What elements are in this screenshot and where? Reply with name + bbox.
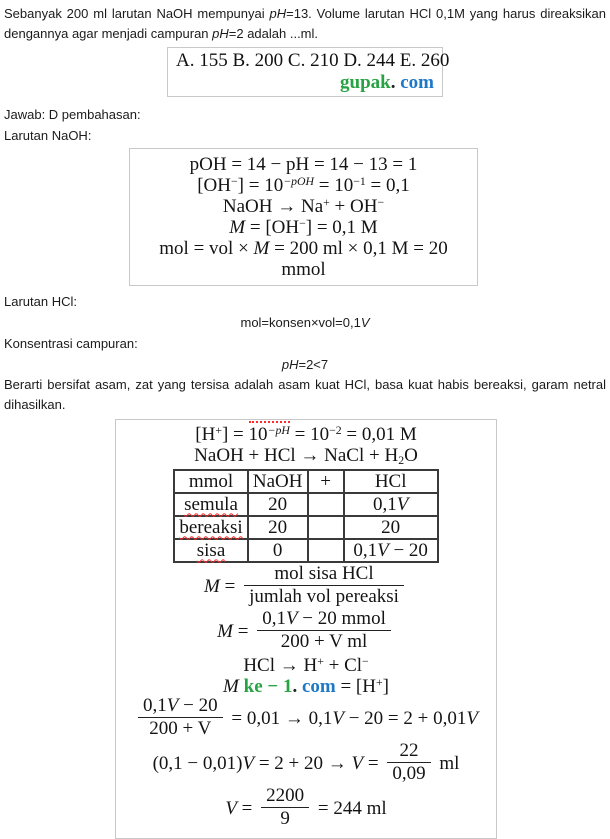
table-row-semula bbox=[174, 493, 437, 516]
equation-molarity: M = [OH−] = 0,1 M bbox=[229, 217, 378, 238]
answer-line: Jawab: D pembahasan: bbox=[4, 107, 141, 122]
equation-molarity-values: M = $\frac{\text{0,1V − 20 mmol}}{\text{200 + V ml}}$ bbox=[124, 610, 488, 655]
hcl-mol-equation: mol=konsen×vol=0,1V bbox=[240, 315, 370, 330]
answer-options-box bbox=[167, 47, 450, 97]
header-naoh: NaOH bbox=[248, 470, 308, 493]
problem-statement: Sebanyak 200 ml larutan NaOH mempunyai pH=13. Volume larutan HCl 0,1M yang harus direaksikan dengannya agar menjadi campuran pH=2 adalah ...ml. bbox=[4, 6, 606, 41]
table-row-sisa bbox=[174, 539, 437, 562]
cell-label: sisa bbox=[174, 539, 247, 562]
cell-naoh: 20 bbox=[248, 516, 308, 539]
equation-hcl-dissociation: HCl → H+ + Cl− bbox=[243, 655, 369, 676]
cell-plus bbox=[308, 516, 344, 539]
conclusion-paragraph: Berarti bersifat asam, zat yang tersisa adalah asam kuat HCl, basa kuat habis bereaksi, garam netral dihasilkan. bbox=[4, 377, 606, 412]
header-plus: + bbox=[308, 470, 344, 493]
answer-options: A. 155 B. 200 C. 210 D. 244 E. 260 bbox=[176, 50, 450, 71]
equation-h-concentration: $[H^+] = 10^{-pH} = 10^{-2} = 0,01$ M bbox=[124, 424, 488, 445]
cell-hcl: 20 bbox=[344, 516, 438, 539]
mixture-section-label: Konsentrasi campuran: bbox=[4, 336, 138, 351]
cell-hcl: 0,1V bbox=[344, 493, 438, 516]
equation-solve-step2: (0,1 − 0,01)V = 2 + 20 → V = $\frac{22}{0,09}$ ml bbox=[152, 740, 460, 784]
mole-table bbox=[173, 469, 438, 563]
gupak-watermark: gupak. com bbox=[340, 72, 434, 93]
hcl-section-label: Larutan HCl: bbox=[4, 294, 77, 309]
equation-solve-step1: $\frac{0,1V - 20}{200 + V}$ = 0,01 → 0,1V − 20 = 2 + 0,01V bbox=[124, 697, 488, 742]
cell-plus bbox=[308, 539, 344, 562]
equation-final-volume: V = $\frac{2200}{9}$ = 244 ml bbox=[225, 785, 387, 829]
header-hcl: HCl bbox=[344, 470, 438, 493]
table-row-bereaksi bbox=[174, 516, 437, 539]
table-header-row bbox=[174, 470, 437, 493]
header-mmol: mmol bbox=[174, 470, 247, 493]
equation-poh: pOH = 14 − pH = 14 − 13 = 1 bbox=[189, 154, 418, 175]
naoh-section-label: Larutan NaOH: bbox=[4, 128, 92, 143]
cell-label: bereaksi bbox=[174, 516, 247, 539]
cell-naoh: 20 bbox=[248, 493, 308, 516]
solution-box bbox=[115, 419, 497, 839]
cell-hcl: 0,1V − 20 bbox=[344, 539, 438, 562]
ph-condition: pH=2<7 bbox=[281, 357, 329, 372]
equation-naoh-dissociation: NaOH → Na+ + OH− bbox=[222, 196, 385, 217]
equation-molarity-definition: M = $\frac{\text{mol sisa HCl}}{\text{jumlah vol pereaksi}}$ bbox=[124, 565, 488, 610]
ke1com-watermark-equation: M ke − 1. com = [H+] bbox=[223, 676, 389, 697]
cell-label: semula bbox=[174, 493, 247, 516]
equation-mol-naoh: mol = vol × M = 200 ml × 0,1 M = 20 mmol bbox=[159, 238, 448, 280]
equation-oh-concentration: $[OH^-] = 10^{-pOH} = 10^{-1} = 0,1$ bbox=[197, 175, 410, 196]
cell-plus bbox=[308, 493, 344, 516]
cell-naoh: 0 bbox=[248, 539, 308, 562]
naoh-equations-box bbox=[129, 148, 478, 286]
equation-neutralization: NaOH + HCl → NaCl + H2O bbox=[194, 445, 418, 467]
